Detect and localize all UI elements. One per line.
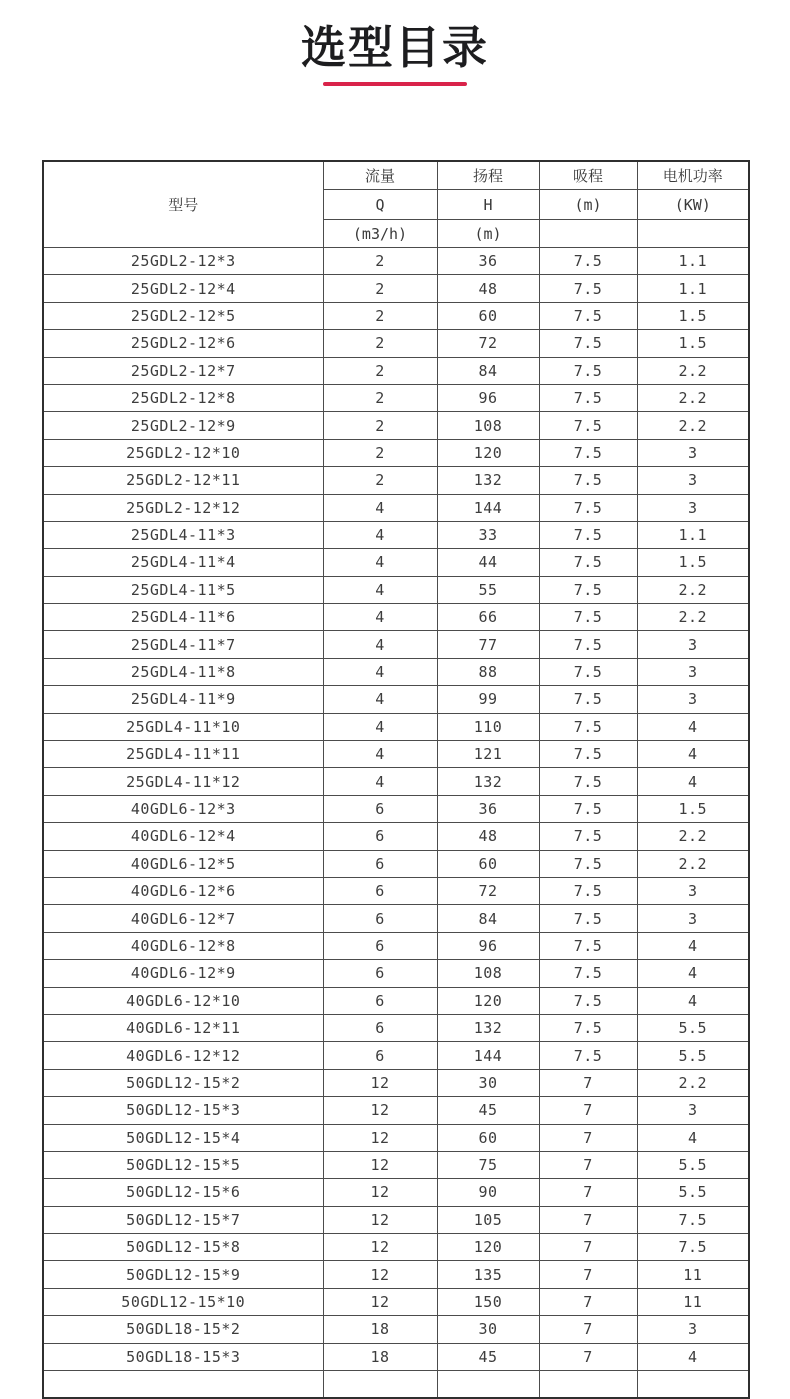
cell-head: 60 — [437, 850, 539, 877]
cell-flow: 6 — [323, 823, 437, 850]
pump-selection-table — [42, 160, 750, 1399]
cell-head: 48 — [437, 275, 539, 302]
cell-power: 2.2 — [637, 1069, 749, 1096]
cell-head: 120 — [437, 439, 539, 466]
table-row — [43, 494, 749, 521]
table-row — [43, 1069, 749, 1096]
table-row — [43, 960, 749, 987]
table-row — [43, 795, 749, 822]
cell-model: 25GDL2-12*6 — [43, 330, 323, 357]
cell-suction: 7.5 — [539, 604, 637, 631]
cell-head: 55 — [437, 576, 539, 603]
table-row — [43, 248, 749, 275]
cell-suction: 7.5 — [539, 768, 637, 795]
cell-head: 60 — [437, 1124, 539, 1151]
cell-power: 4 — [637, 987, 749, 1014]
cell-power: 1.5 — [637, 330, 749, 357]
cell-power: 1.1 — [637, 521, 749, 548]
cell-head: 30 — [437, 1316, 539, 1343]
cell-suction: 7 — [539, 1343, 637, 1370]
cell-power: 4 — [637, 713, 749, 740]
cell-power: 2.2 — [637, 850, 749, 877]
cell-flow: 4 — [323, 631, 437, 658]
cell-empty — [539, 1371, 637, 1398]
cell-flow: 18 — [323, 1343, 437, 1370]
cell-flow: 2 — [323, 248, 437, 275]
table-header — [43, 161, 749, 248]
cell-suction: 7.5 — [539, 521, 637, 548]
cell-model: 25GDL4-11*7 — [43, 631, 323, 658]
cell-model: 40GDL6-12*4 — [43, 823, 323, 850]
cell-flow: 4 — [323, 576, 437, 603]
cell-model: 50GDL12-15*9 — [43, 1261, 323, 1288]
table-row — [43, 1124, 749, 1151]
cell-head: 48 — [437, 823, 539, 850]
cell-flow: 12 — [323, 1151, 437, 1178]
cell-suction: 7.5 — [539, 576, 637, 603]
cell-suction: 7.5 — [539, 1014, 637, 1041]
header-power-blank — [637, 220, 749, 248]
cell-head: 77 — [437, 631, 539, 658]
table-row — [43, 850, 749, 877]
cell-flow: 12 — [323, 1206, 437, 1233]
table-row — [43, 932, 749, 959]
table-row — [43, 576, 749, 603]
table-row — [43, 1234, 749, 1261]
table-row — [43, 768, 749, 795]
cell-head: 110 — [437, 713, 539, 740]
cell-power: 1.1 — [637, 248, 749, 275]
cell-model: 25GDL2-12*5 — [43, 302, 323, 329]
cell-suction: 7.5 — [539, 631, 637, 658]
cell-suction: 7 — [539, 1151, 637, 1178]
cell-model: 40GDL6-12*8 — [43, 932, 323, 959]
cell-head: 45 — [437, 1343, 539, 1370]
cell-head: 72 — [437, 877, 539, 904]
cell-head: 36 — [437, 795, 539, 822]
header-power-unit: (KW) — [637, 190, 749, 220]
table-row — [43, 1316, 749, 1343]
cell-head: 121 — [437, 741, 539, 768]
cell-flow: 4 — [323, 549, 437, 576]
cell-power: 4 — [637, 1343, 749, 1370]
cell-flow: 6 — [323, 877, 437, 904]
header-head-symbol: H — [437, 190, 539, 220]
cell-power: 1.5 — [637, 795, 749, 822]
cell-power: 3 — [637, 494, 749, 521]
table-row — [43, 1179, 749, 1206]
table-row — [43, 658, 749, 685]
cell-head: 120 — [437, 1234, 539, 1261]
cell-power: 3 — [637, 1097, 749, 1124]
cell-head: 33 — [437, 521, 539, 548]
cell-head: 84 — [437, 905, 539, 932]
cell-power: 2.2 — [637, 823, 749, 850]
cell-model: 25GDL4-11*12 — [43, 768, 323, 795]
cell-suction: 7.5 — [539, 877, 637, 904]
cell-model: 50GDL12-15*2 — [43, 1069, 323, 1096]
cell-flow: 4 — [323, 521, 437, 548]
cell-head: 88 — [437, 658, 539, 685]
table-row — [43, 987, 749, 1014]
cell-head: 66 — [437, 604, 539, 631]
cell-suction: 7 — [539, 1124, 637, 1151]
header-flow-symbol: Q — [323, 190, 437, 220]
cell-model: 40GDL6-12*3 — [43, 795, 323, 822]
cell-model: 40GDL6-12*9 — [43, 960, 323, 987]
cell-flow: 6 — [323, 987, 437, 1014]
cell-model: 40GDL6-12*6 — [43, 877, 323, 904]
cell-flow: 12 — [323, 1179, 437, 1206]
cell-head: 144 — [437, 494, 539, 521]
cell-suction: 7.5 — [539, 330, 637, 357]
table-row — [43, 1288, 749, 1315]
cell-suction: 7 — [539, 1288, 637, 1315]
cell-suction: 7.5 — [539, 932, 637, 959]
cell-flow: 6 — [323, 795, 437, 822]
table-row — [43, 521, 749, 548]
cell-head: 150 — [437, 1288, 539, 1315]
table-body — [43, 248, 749, 1398]
cell-model: 25GDL2-12*4 — [43, 275, 323, 302]
cell-flow: 4 — [323, 768, 437, 795]
cell-empty — [323, 1371, 437, 1398]
cell-flow: 2 — [323, 357, 437, 384]
table-row — [43, 877, 749, 904]
header-suction-name: 吸程 — [539, 161, 637, 190]
header-power-name: 电机功率 — [637, 161, 749, 190]
header-model: 型号 — [43, 161, 323, 248]
cell-model: 25GDL2-12*11 — [43, 467, 323, 494]
cell-power: 3 — [637, 905, 749, 932]
cell-head: 75 — [437, 1151, 539, 1178]
cell-suction: 7 — [539, 1261, 637, 1288]
cell-empty — [43, 1371, 323, 1398]
cell-flow: 12 — [323, 1097, 437, 1124]
cell-flow: 2 — [323, 330, 437, 357]
cell-head: 96 — [437, 384, 539, 411]
cell-power: 1.1 — [637, 275, 749, 302]
cell-model: 40GDL6-12*7 — [43, 905, 323, 932]
cell-flow: 4 — [323, 604, 437, 631]
page-title: 选型目录 — [300, 21, 489, 74]
cell-power: 2.2 — [637, 604, 749, 631]
cell-power: 7.5 — [637, 1234, 749, 1261]
cell-model: 25GDL4-11*6 — [43, 604, 323, 631]
cell-flow: 2 — [323, 439, 437, 466]
cell-power: 5.5 — [637, 1151, 749, 1178]
cell-suction: 7.5 — [539, 960, 637, 987]
cell-model: 25GDL4-11*4 — [43, 549, 323, 576]
cell-head: 132 — [437, 768, 539, 795]
table-row-partial — [43, 1371, 749, 1398]
cell-model: 40GDL6-12*10 — [43, 987, 323, 1014]
header-head-name: 扬程 — [437, 161, 539, 190]
cell-power: 7.5 — [637, 1206, 749, 1233]
cell-model: 25GDL2-12*8 — [43, 384, 323, 411]
cell-flow: 12 — [323, 1261, 437, 1288]
table-row — [43, 549, 749, 576]
header-head-unit: (m) — [437, 220, 539, 248]
cell-suction: 7 — [539, 1206, 637, 1233]
cell-suction: 7.5 — [539, 467, 637, 494]
cell-power: 5.5 — [637, 1014, 749, 1041]
cell-model: 25GDL2-12*3 — [43, 248, 323, 275]
cell-head: 105 — [437, 1206, 539, 1233]
cell-model: 25GDL4-11*9 — [43, 686, 323, 713]
cell-head: 132 — [437, 467, 539, 494]
table-row — [43, 330, 749, 357]
cell-model: 40GDL6-12*5 — [43, 850, 323, 877]
table-row — [43, 467, 749, 494]
table-row — [43, 412, 749, 439]
title-underline-bar — [323, 82, 467, 86]
cell-suction: 7.5 — [539, 987, 637, 1014]
cell-model: 50GDL12-15*7 — [43, 1206, 323, 1233]
cell-head: 90 — [437, 1179, 539, 1206]
cell-model: 50GDL12-15*3 — [43, 1097, 323, 1124]
cell-model: 50GDL12-15*4 — [43, 1124, 323, 1151]
cell-head: 144 — [437, 1042, 539, 1069]
cell-suction: 7 — [539, 1097, 637, 1124]
cell-model: 25GDL2-12*7 — [43, 357, 323, 384]
cell-suction: 7.5 — [539, 713, 637, 740]
cell-empty — [637, 1371, 749, 1398]
cell-flow: 2 — [323, 467, 437, 494]
cell-suction: 7.5 — [539, 248, 637, 275]
header-suction-unit: (m) — [539, 190, 637, 220]
cell-power: 11 — [637, 1261, 749, 1288]
cell-model: 25GDL2-12*10 — [43, 439, 323, 466]
cell-power: 3 — [637, 439, 749, 466]
table-row — [43, 1014, 749, 1041]
cell-model: 25GDL4-11*8 — [43, 658, 323, 685]
cell-power: 3 — [637, 1316, 749, 1343]
cell-model: 25GDL2-12*12 — [43, 494, 323, 521]
cell-model: 40GDL6-12*12 — [43, 1042, 323, 1069]
cell-power: 1.5 — [637, 549, 749, 576]
cell-power: 2.2 — [637, 576, 749, 603]
cell-flow: 2 — [323, 302, 437, 329]
table-row — [43, 275, 749, 302]
cell-flow: 6 — [323, 850, 437, 877]
cell-power: 3 — [637, 631, 749, 658]
cell-head: 45 — [437, 1097, 539, 1124]
cell-power: 1.5 — [637, 302, 749, 329]
cell-power: 2.2 — [637, 412, 749, 439]
cell-flow: 2 — [323, 275, 437, 302]
table-row — [43, 302, 749, 329]
table-row — [43, 713, 749, 740]
cell-power: 2.2 — [637, 384, 749, 411]
cell-flow: 12 — [323, 1234, 437, 1261]
cell-head: 99 — [437, 686, 539, 713]
cell-flow: 6 — [323, 932, 437, 959]
cell-suction: 7.5 — [539, 658, 637, 685]
table-row — [43, 1151, 749, 1178]
cell-power: 5.5 — [637, 1179, 749, 1206]
cell-head: 108 — [437, 960, 539, 987]
table-row — [43, 1343, 749, 1370]
cell-suction: 7 — [539, 1316, 637, 1343]
cell-flow: 4 — [323, 658, 437, 685]
cell-flow: 4 — [323, 741, 437, 768]
cell-suction: 7.5 — [539, 905, 637, 932]
cell-flow: 2 — [323, 412, 437, 439]
table-row — [43, 686, 749, 713]
cell-model: 25GDL4-11*11 — [43, 741, 323, 768]
cell-suction: 7.5 — [539, 741, 637, 768]
cell-power: 4 — [637, 960, 749, 987]
table-row — [43, 905, 749, 932]
header-suction-blank — [539, 220, 637, 248]
cell-power: 3 — [637, 877, 749, 904]
cell-flow: 6 — [323, 1042, 437, 1069]
cell-flow: 4 — [323, 713, 437, 740]
cell-power: 2.2 — [637, 357, 749, 384]
cell-flow: 4 — [323, 686, 437, 713]
header-flow-name: 流量 — [323, 161, 437, 190]
cell-suction: 7.5 — [539, 823, 637, 850]
cell-power: 11 — [637, 1288, 749, 1315]
cell-power: 4 — [637, 1124, 749, 1151]
cell-suction: 7.5 — [539, 439, 637, 466]
table-row — [43, 1206, 749, 1233]
cell-flow: 6 — [323, 960, 437, 987]
cell-empty — [437, 1371, 539, 1398]
table-row — [43, 604, 749, 631]
cell-power: 5.5 — [637, 1042, 749, 1069]
cell-head: 96 — [437, 932, 539, 959]
cell-head: 135 — [437, 1261, 539, 1288]
cell-flow: 12 — [323, 1124, 437, 1151]
cell-head: 120 — [437, 987, 539, 1014]
table-row — [43, 384, 749, 411]
cell-head: 132 — [437, 1014, 539, 1041]
cell-flow: 2 — [323, 384, 437, 411]
cell-suction: 7.5 — [539, 850, 637, 877]
cell-flow: 12 — [323, 1288, 437, 1315]
cell-model: 50GDL18-15*3 — [43, 1343, 323, 1370]
cell-model: 50GDL12-15*6 — [43, 1179, 323, 1206]
table-row — [43, 1261, 749, 1288]
cell-power: 4 — [637, 932, 749, 959]
table-row — [43, 1042, 749, 1069]
cell-model: 50GDL12-15*10 — [43, 1288, 323, 1315]
cell-suction: 7.5 — [539, 275, 637, 302]
table-row — [43, 1097, 749, 1124]
table-row — [43, 357, 749, 384]
cell-flow: 6 — [323, 905, 437, 932]
cell-power: 3 — [637, 467, 749, 494]
cell-flow: 6 — [323, 1014, 437, 1041]
cell-suction: 7 — [539, 1069, 637, 1096]
cell-power: 4 — [637, 741, 749, 768]
cell-power: 3 — [637, 658, 749, 685]
cell-suction: 7 — [539, 1179, 637, 1206]
table-row — [43, 741, 749, 768]
cell-flow: 18 — [323, 1316, 437, 1343]
cell-model: 25GDL4-11*10 — [43, 713, 323, 740]
cell-model: 25GDL4-11*3 — [43, 521, 323, 548]
cell-head: 30 — [437, 1069, 539, 1096]
cell-model: 50GDL12-15*8 — [43, 1234, 323, 1261]
cell-power: 3 — [637, 686, 749, 713]
cell-model: 25GDL2-12*9 — [43, 412, 323, 439]
cell-model: 50GDL18-15*2 — [43, 1316, 323, 1343]
cell-suction: 7.5 — [539, 686, 637, 713]
cell-suction: 7.5 — [539, 384, 637, 411]
cell-suction: 7.5 — [539, 302, 637, 329]
cell-suction: 7.5 — [539, 549, 637, 576]
cell-suction: 7.5 — [539, 494, 637, 521]
cell-head: 108 — [437, 412, 539, 439]
cell-suction: 7.5 — [539, 357, 637, 384]
cell-model: 25GDL4-11*5 — [43, 576, 323, 603]
cell-model: 40GDL6-12*11 — [43, 1014, 323, 1041]
cell-head: 44 — [437, 549, 539, 576]
cell-suction: 7.5 — [539, 412, 637, 439]
cell-power: 4 — [637, 768, 749, 795]
table-row — [43, 631, 749, 658]
table-row — [43, 439, 749, 466]
cell-suction: 7.5 — [539, 795, 637, 822]
table-row — [43, 823, 749, 850]
cell-head: 60 — [437, 302, 539, 329]
cell-suction: 7.5 — [539, 1042, 637, 1069]
cell-head: 84 — [437, 357, 539, 384]
cell-head: 72 — [437, 330, 539, 357]
cell-suction: 7 — [539, 1234, 637, 1261]
header-flow-unit: (m3/h) — [323, 220, 437, 248]
cell-flow: 4 — [323, 494, 437, 521]
cell-head: 36 — [437, 248, 539, 275]
cell-model: 50GDL12-15*5 — [43, 1151, 323, 1178]
cell-flow: 12 — [323, 1069, 437, 1096]
